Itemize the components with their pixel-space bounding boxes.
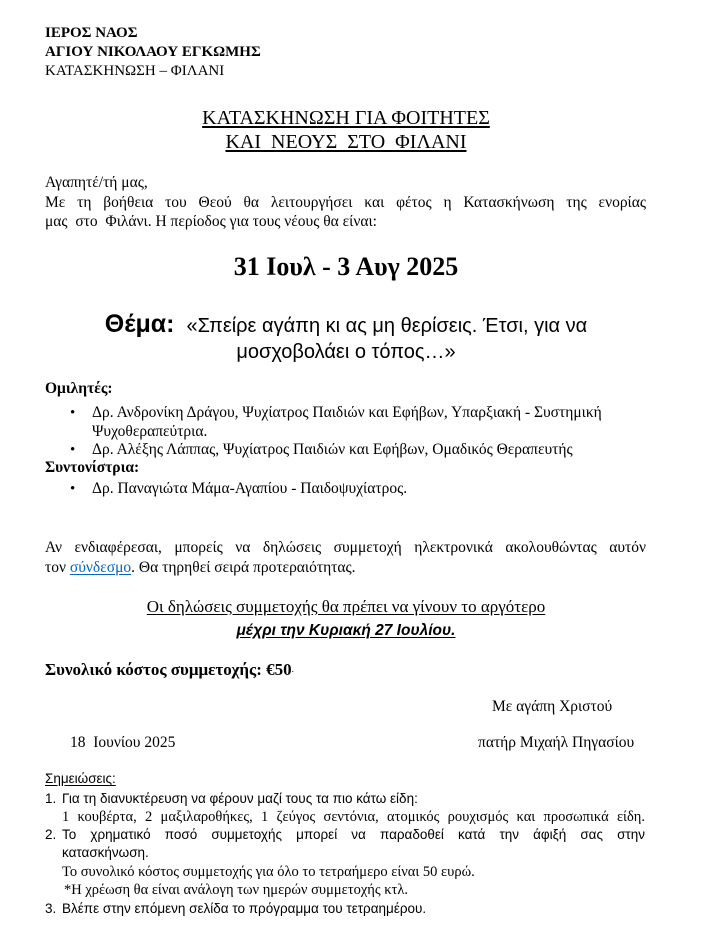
total-cost-dot: . xyxy=(291,664,294,674)
registration-line-2 xyxy=(45,558,356,578)
deadline-line-2 xyxy=(45,620,647,642)
closing: Με αγάπη Χριστού xyxy=(492,698,613,715)
speaker-1-line-2: Ψυχοθεραπεύτρια. xyxy=(92,423,208,440)
theme-label: Θέμα: xyxy=(104,310,175,338)
total-cost xyxy=(45,658,294,681)
deadline-date: μέχρι την Κυριακή 27 Ιουλίου. xyxy=(236,622,456,639)
speakers-heading: Ομιλητές: xyxy=(45,380,113,397)
speaker-1-line-1: Δρ. Ανδρονίκη Δράγου, Ψυχίατρος Παιδιών και Εφήβων, Υπαρξιακή - Συστημική xyxy=(92,404,602,421)
theme-text-2: μοσχοβολάει ο τόπος…» xyxy=(236,341,456,363)
title-line-1 xyxy=(45,106,647,130)
bullet-icon: • xyxy=(70,442,76,458)
note-1-line-1: Για τη διανυκτέρευση να φέρουν μαζί τους τα πιο κάτω είδη: xyxy=(62,791,418,806)
letter-date: 18 Ιουνίου 2025 xyxy=(70,734,176,751)
note-2-line-3: Το συνολικό κόστος συμμετοχής για όλο το τετραήμερο είναι 50 ευρώ. xyxy=(62,864,475,880)
theme-text-1: «Σπείρε αγάπη κι ας μη θερίσεις. Έτσι, για να xyxy=(186,315,588,337)
theme-line-1 xyxy=(45,308,647,342)
intro-line-2: μας στο Φιλάνι. Η περίοδος για τους νέους θα είναι: xyxy=(45,213,377,230)
note-2-line-4: *Η χρέωση θα είναι ανάλογη των ημερών συμμετοχής κτλ. xyxy=(64,882,408,898)
coordinator-heading: Συντονίστρια: xyxy=(45,459,140,476)
note-2-line-2: κατασκήνωση. xyxy=(62,845,149,860)
intro-line-1: Με τη βοήθεια του Θεού θα λειτουργήσει και φέτος η Κατασκήνωση της ενορίας xyxy=(45,194,646,211)
notes-heading: Σημειώσεις: xyxy=(45,771,116,786)
title-line-2-text: ΚΑΙ ΝΕΟΥΣ ΣΤΟ ΦΙΛΑΝΙ xyxy=(225,131,467,153)
bullet-icon: • xyxy=(70,405,76,421)
registration-line-1: Αν ενδιαφέρεσαι, μπορείς να δηλώσεις συμμετοχή ηλεκτρονικά ακολουθώντας αυτόν xyxy=(45,539,646,556)
deadline-line-1-text: Οι δηλώσεις συμμετοχής θα πρέπει να γίνουν το αργότερο xyxy=(146,597,546,616)
signature: πατήρ Μιχαήλ Πηγασίου xyxy=(478,734,635,751)
registration-suffix: . Θα τηρηθεί σειρά προτεραιότητας. xyxy=(131,559,356,576)
coordinator-1: Δρ. Παναγιώτα Μάμα-Αγαπίου - Παιδοψυχίατρος. xyxy=(92,480,408,497)
title-line-1-text: ΚΑΤΑΣΚΗΝΩΣΗ ΓΙΑ ΦΟΙΤΗΤΕΣ xyxy=(202,107,490,129)
deadline-line-1 xyxy=(45,596,647,618)
note-3-line-1: Βλέπε στην επόμενη σελίδα το πρόγραμμα του τετραημέρου. xyxy=(62,901,427,916)
note-2-line-1: Το χρηματικό ποσό συμμετοχής μπορεί να παραδοθεί κατά την άφιξή σας στην xyxy=(62,827,645,842)
bullet-icon: • xyxy=(70,481,76,497)
registration-link[interactable]: σύνδεσμο xyxy=(69,559,132,576)
note-2-number: 2. xyxy=(45,827,57,842)
camp-location: ΚΑΤΑΣΚΗΝΩΣΗ – ΦΙΛΑΝΙ xyxy=(45,63,225,79)
greeting: Αγαπητέ/τή μας, xyxy=(45,174,148,191)
title-line-2 xyxy=(45,130,647,154)
church-name: ΙΕΡΟΣ ΝΑΟΣ xyxy=(45,25,138,41)
note-1-number: 1. xyxy=(45,791,57,806)
church-parish: ΑΓΙΟΥ ΝΙΚΟΛΑΟΥ ΕΓΚΩΜΗΣ xyxy=(45,44,261,60)
registration-prefix: τον xyxy=(45,559,70,576)
speaker-2: Δρ. Αλέξης Λάππας, Ψυχίατρος Παιδιών και Εφήβων, Ομαδικός Θεραπευτής xyxy=(92,441,573,458)
total-cost-text: Συνολικό κόστος συμμετοχής: €50 xyxy=(45,660,292,679)
note-1-line-2: 1 κουβέρτα, 2 μαξιλαροθήκες, 1 ζεύγος σεντόνια, ατομικός ρουχισμός και προσωπικά είδη. xyxy=(62,809,645,825)
camp-dates: 31 Ιουλ - 3 Αυγ 2025 xyxy=(233,252,459,281)
note-3-number: 3. xyxy=(45,901,57,916)
